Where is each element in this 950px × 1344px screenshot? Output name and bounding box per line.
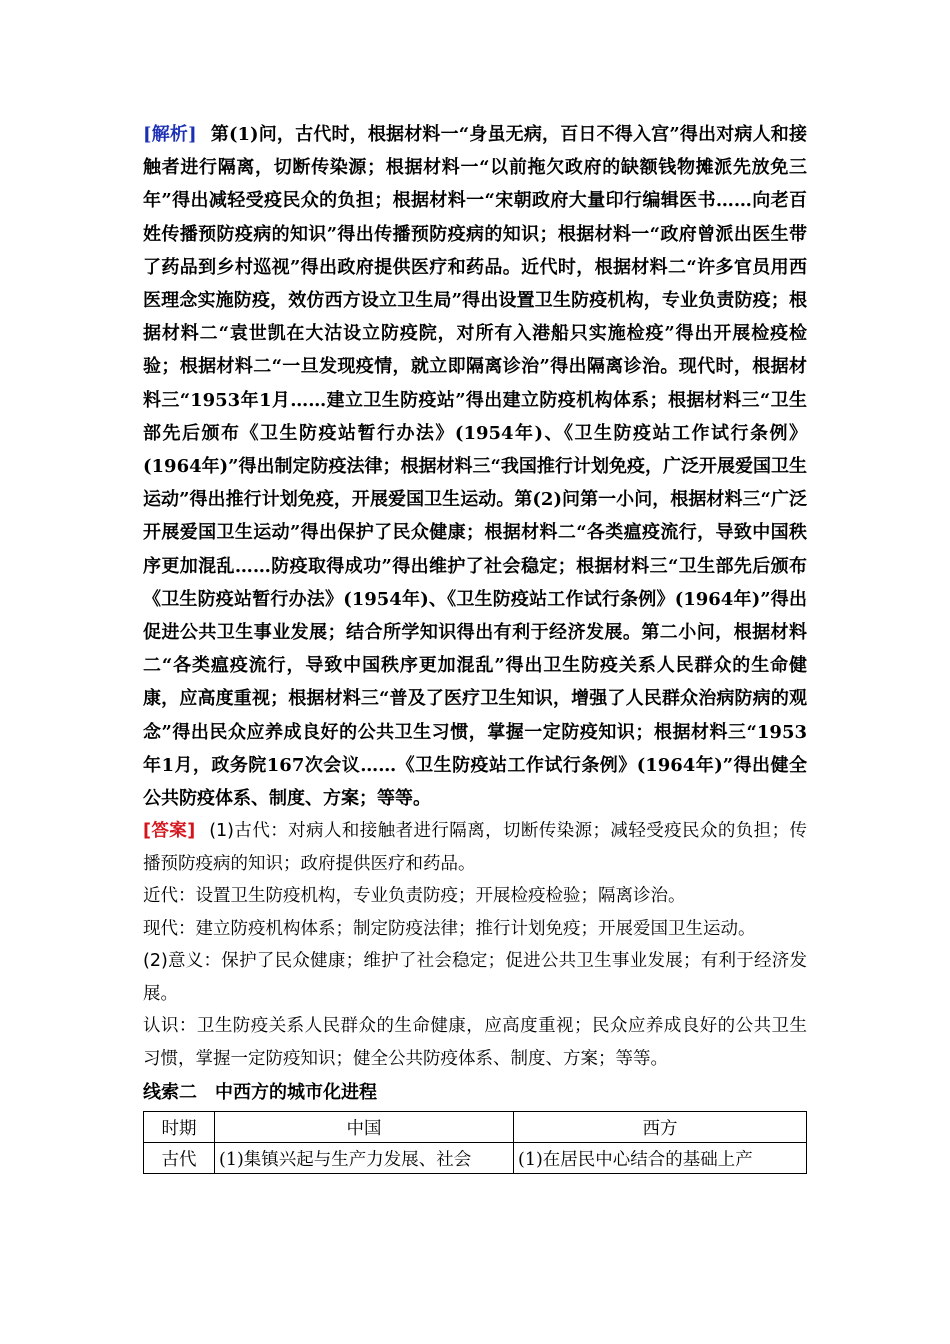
- analysis-text: 第(1)问，古代时，根据材料一“身虽无病，百日不得入宫”得出对病人和接触者进行隔离，切断传染源；根据材料一“以前拖欠政府的缺额钱物摊派先放免三年”得出减轻受疫民众的负担；根据材料一“宋朝政府大量印行编辑医书……向老百姓传播预防疫病的知识”得出传播预防疫病的知识；根据材料一“政府曾派出医生带了药品到乡村巡视”得出政府提供医疗和药品。近代时，根据材料二“许多官员用西医理念实施防疫，效仿西方设立卫生局”得出设置卫生防疫机构，专业负责防疫；根据材料二“袁世凯在大沽设立防疫院，对所有入港船只实施检疫”得出开展检疫检验；根据材料二“一旦发现疫情，就立即隔离诊治”得出隔离诊治。现代时，根据材料三“1953年1月……建立卫生防疫站”得出建立防疫机构体系；根据材料三“卫生部先后颁布《卫生防疫站暂行办法》(1954年)、《卫生防疫站工作试行条例》(1964年)”得出制定防疫法律；根据材料三“我国推行计划免疫，广泛开展爱国卫生运动”得出推行计划免疫，开展爱国卫生运动。第(2)问第一小问，根据材料三“广泛开展爱国卫生运动”得出保护了民众健康；根据材料二“各类瘟疫流行，导致中国秩序更加混乱……防疫取得成功”得出维护了社会稳定；根据材料三“卫生部先后颁布《卫生防疫站暂行办法》(1954年)、《卫生防疫站工作试行条例》(1964年)”得出促进公共卫生事业发展；结合所学知识得出有利于经济发展。第二小问，根据材料二“各类瘟疫流行，导致中国秩序更加混乱”得出卫生防疫关系人民群众的生命健康，应高度重视；根据材料三“普及了医疗卫生知识，增强了人民群众治病防病的观念”得出民众应养成良好的公共卫生习惯，掌握一定防疫知识；根据材料三“1953年1月，政务院167次会议……《卫生防疫站工作试行条例》(1964年)”得出健全公共防疫体系、制度、方案；等等。: [143, 124, 807, 810]
- table-header-row: [144, 1112, 807, 1143]
- table-cell-china: (1)集镇兴起与生产力发展、社会: [215, 1143, 514, 1174]
- table-header-west: 西方: [514, 1112, 807, 1143]
- answer-paragraph-1: [143, 815, 807, 880]
- table-cell-period: 古代: [144, 1143, 215, 1174]
- answer-paragraph-5: 认识：卫生防疫关系人民群众的生命健康，应高度重视；民众应养成良好的公共卫生习惯，掌握一定防疫知识；健全公共防疫体系、制度、方案；等等。: [143, 1016, 807, 1069]
- answer-tag: [答案]: [143, 821, 196, 842]
- section-title: 线索二 中西方的城市化进程: [143, 1082, 377, 1104]
- answer-paragraph-3: 现代：建立防疫机构体系；制定防疫法律；推行计划免疫；开展爱国卫生运动。: [143, 918, 756, 939]
- answer-text-1: (1)古代：对病人和接触者进行隔离，切断传染源；减轻受疫民众的负担；传播预防疫病的知识；政府提供医疗和药品。: [143, 821, 807, 874]
- table-header-period: 时期: [144, 1112, 215, 1143]
- table-header-china: 中国: [215, 1112, 514, 1143]
- table-row: [144, 1143, 807, 1174]
- analysis-paragraph: [143, 118, 807, 815]
- analysis-tag: [解析]: [143, 124, 197, 145]
- answer-paragraph-4: (2)意义：保护了民众健康；维护了社会稳定；促进公共卫生事业发展；有利于经济发展。: [143, 951, 807, 1004]
- comparison-table: [143, 1111, 807, 1174]
- answer-paragraph-2: 近代：设置卫生防疫机构，专业负责防疫；开展检疫检验；隔离诊治。: [143, 886, 686, 907]
- document-page: [143, 118, 807, 1174]
- table-cell-west: (1)在居民中心结合的基础上产: [514, 1143, 807, 1174]
